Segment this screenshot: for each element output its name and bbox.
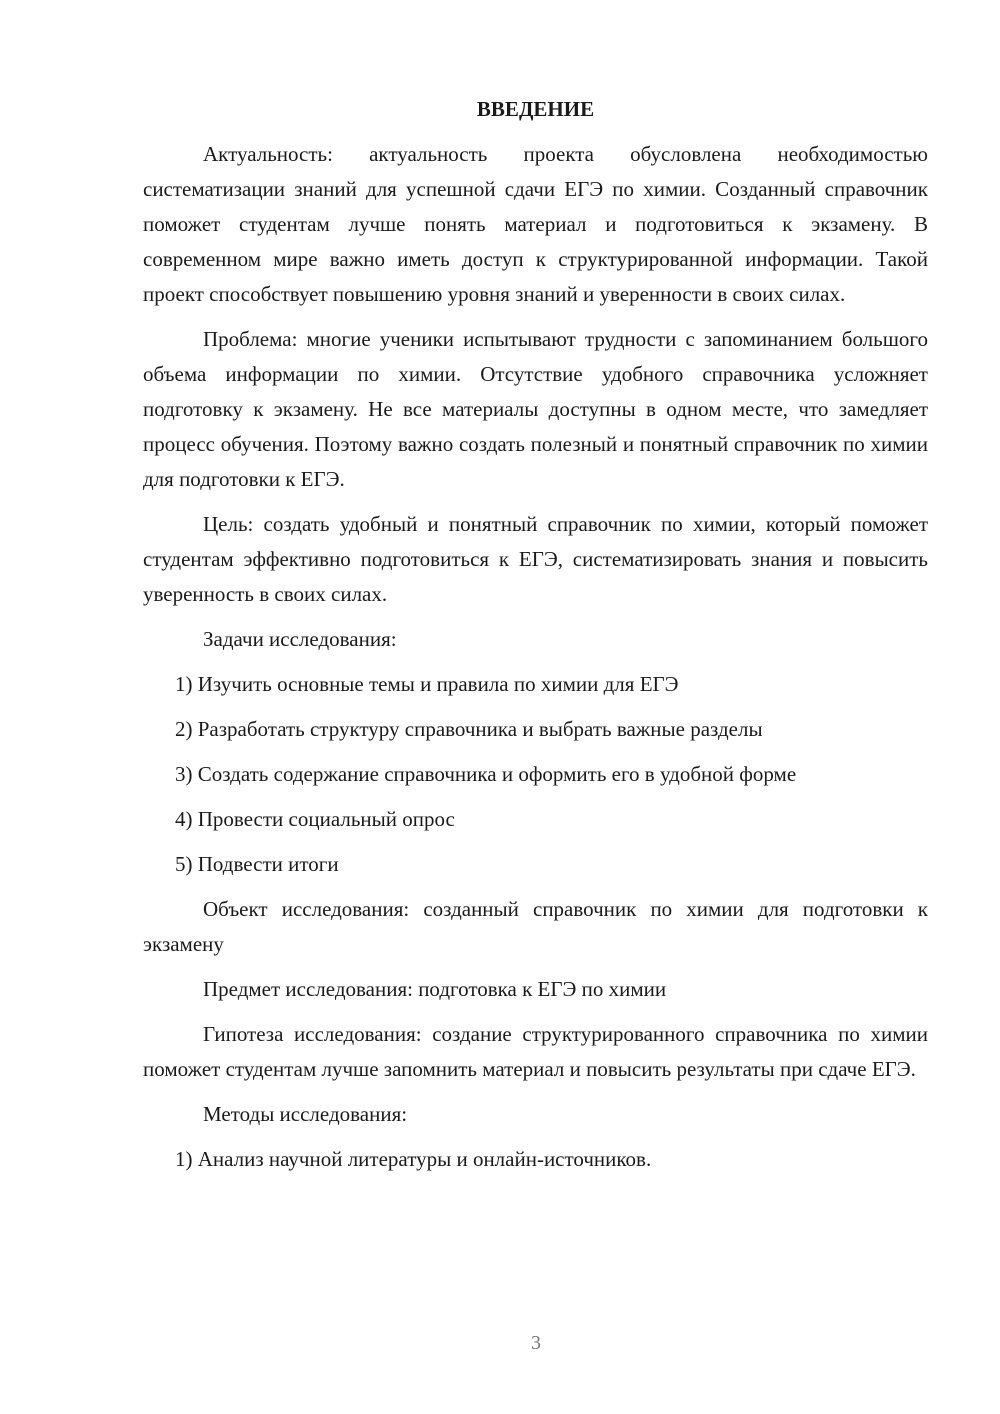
list-item: 1) Анализ научной литературы и онлайн-источников. [175,1147,652,1171]
list-item: 1) Изучить основные темы и правила по химии для ЕГЭ [175,672,679,696]
methods-list [143,1142,928,1177]
subject-paragraph: Предмет исследования: подготовка к ЕГЭ по химии [203,977,667,1001]
tasks-heading: Задачи исследования: [203,627,397,651]
page-content [143,92,928,1187]
list-item: 2) Разработать структуру справочника и выбрать важные разделы [175,717,763,741]
hypothesis-paragraph: Гипотеза исследования: создание структурированного справочника по химии поможет студентам лучше запомнить материал и повысить результаты при сдаче ЕГЭ. [143,1022,928,1081]
section-title: ВВЕДЕНИЕ [476,97,595,121]
goal-paragraph: Цель: создать удобный и понятный справочник по химии, который поможет студентам эффективно подготовиться к ЕГЭ, систематизировать знания и повысить уверенность в своих силах. [143,512,928,606]
object-paragraph: Объект исследования: созданный справочник по химии для подготовки к экзамену [143,897,928,956]
problem-paragraph: Проблема: многие ученики испытывают трудности с запоминанием большого объема информации по химии. Отсутствие удобного справочника усложняет подготовку к экзамену. Не все материалы доступны в одном месте, что замедляет процесс обучения. Поэтому важно создать полезный и понятный справочник по химии для подготовки к ЕГЭ. [143,327,928,491]
list-item: 4) Провести социальный опрос [175,807,455,831]
list-item: 5) Подвести итоги [175,852,339,876]
relevance-paragraph: Актуальность: актуальность проекта обусловлена необходимостью систематизации знаний для успешной сдачи ЕГЭ по химии. Созданный справочник поможет студентам лучше понять материал и подготовиться к экзамену. В современном мире важно иметь доступ к структурированной информации. Такой проект способствует повышению уровня знаний и уверенности в своих силах. [143,142,928,306]
list-item: 3) Создать содержание справочника и оформить его в удобной форме [175,762,797,786]
methods-heading: Методы исследования: [203,1102,408,1126]
page-number: 3 [531,1332,541,1354]
tasks-list [143,667,928,882]
